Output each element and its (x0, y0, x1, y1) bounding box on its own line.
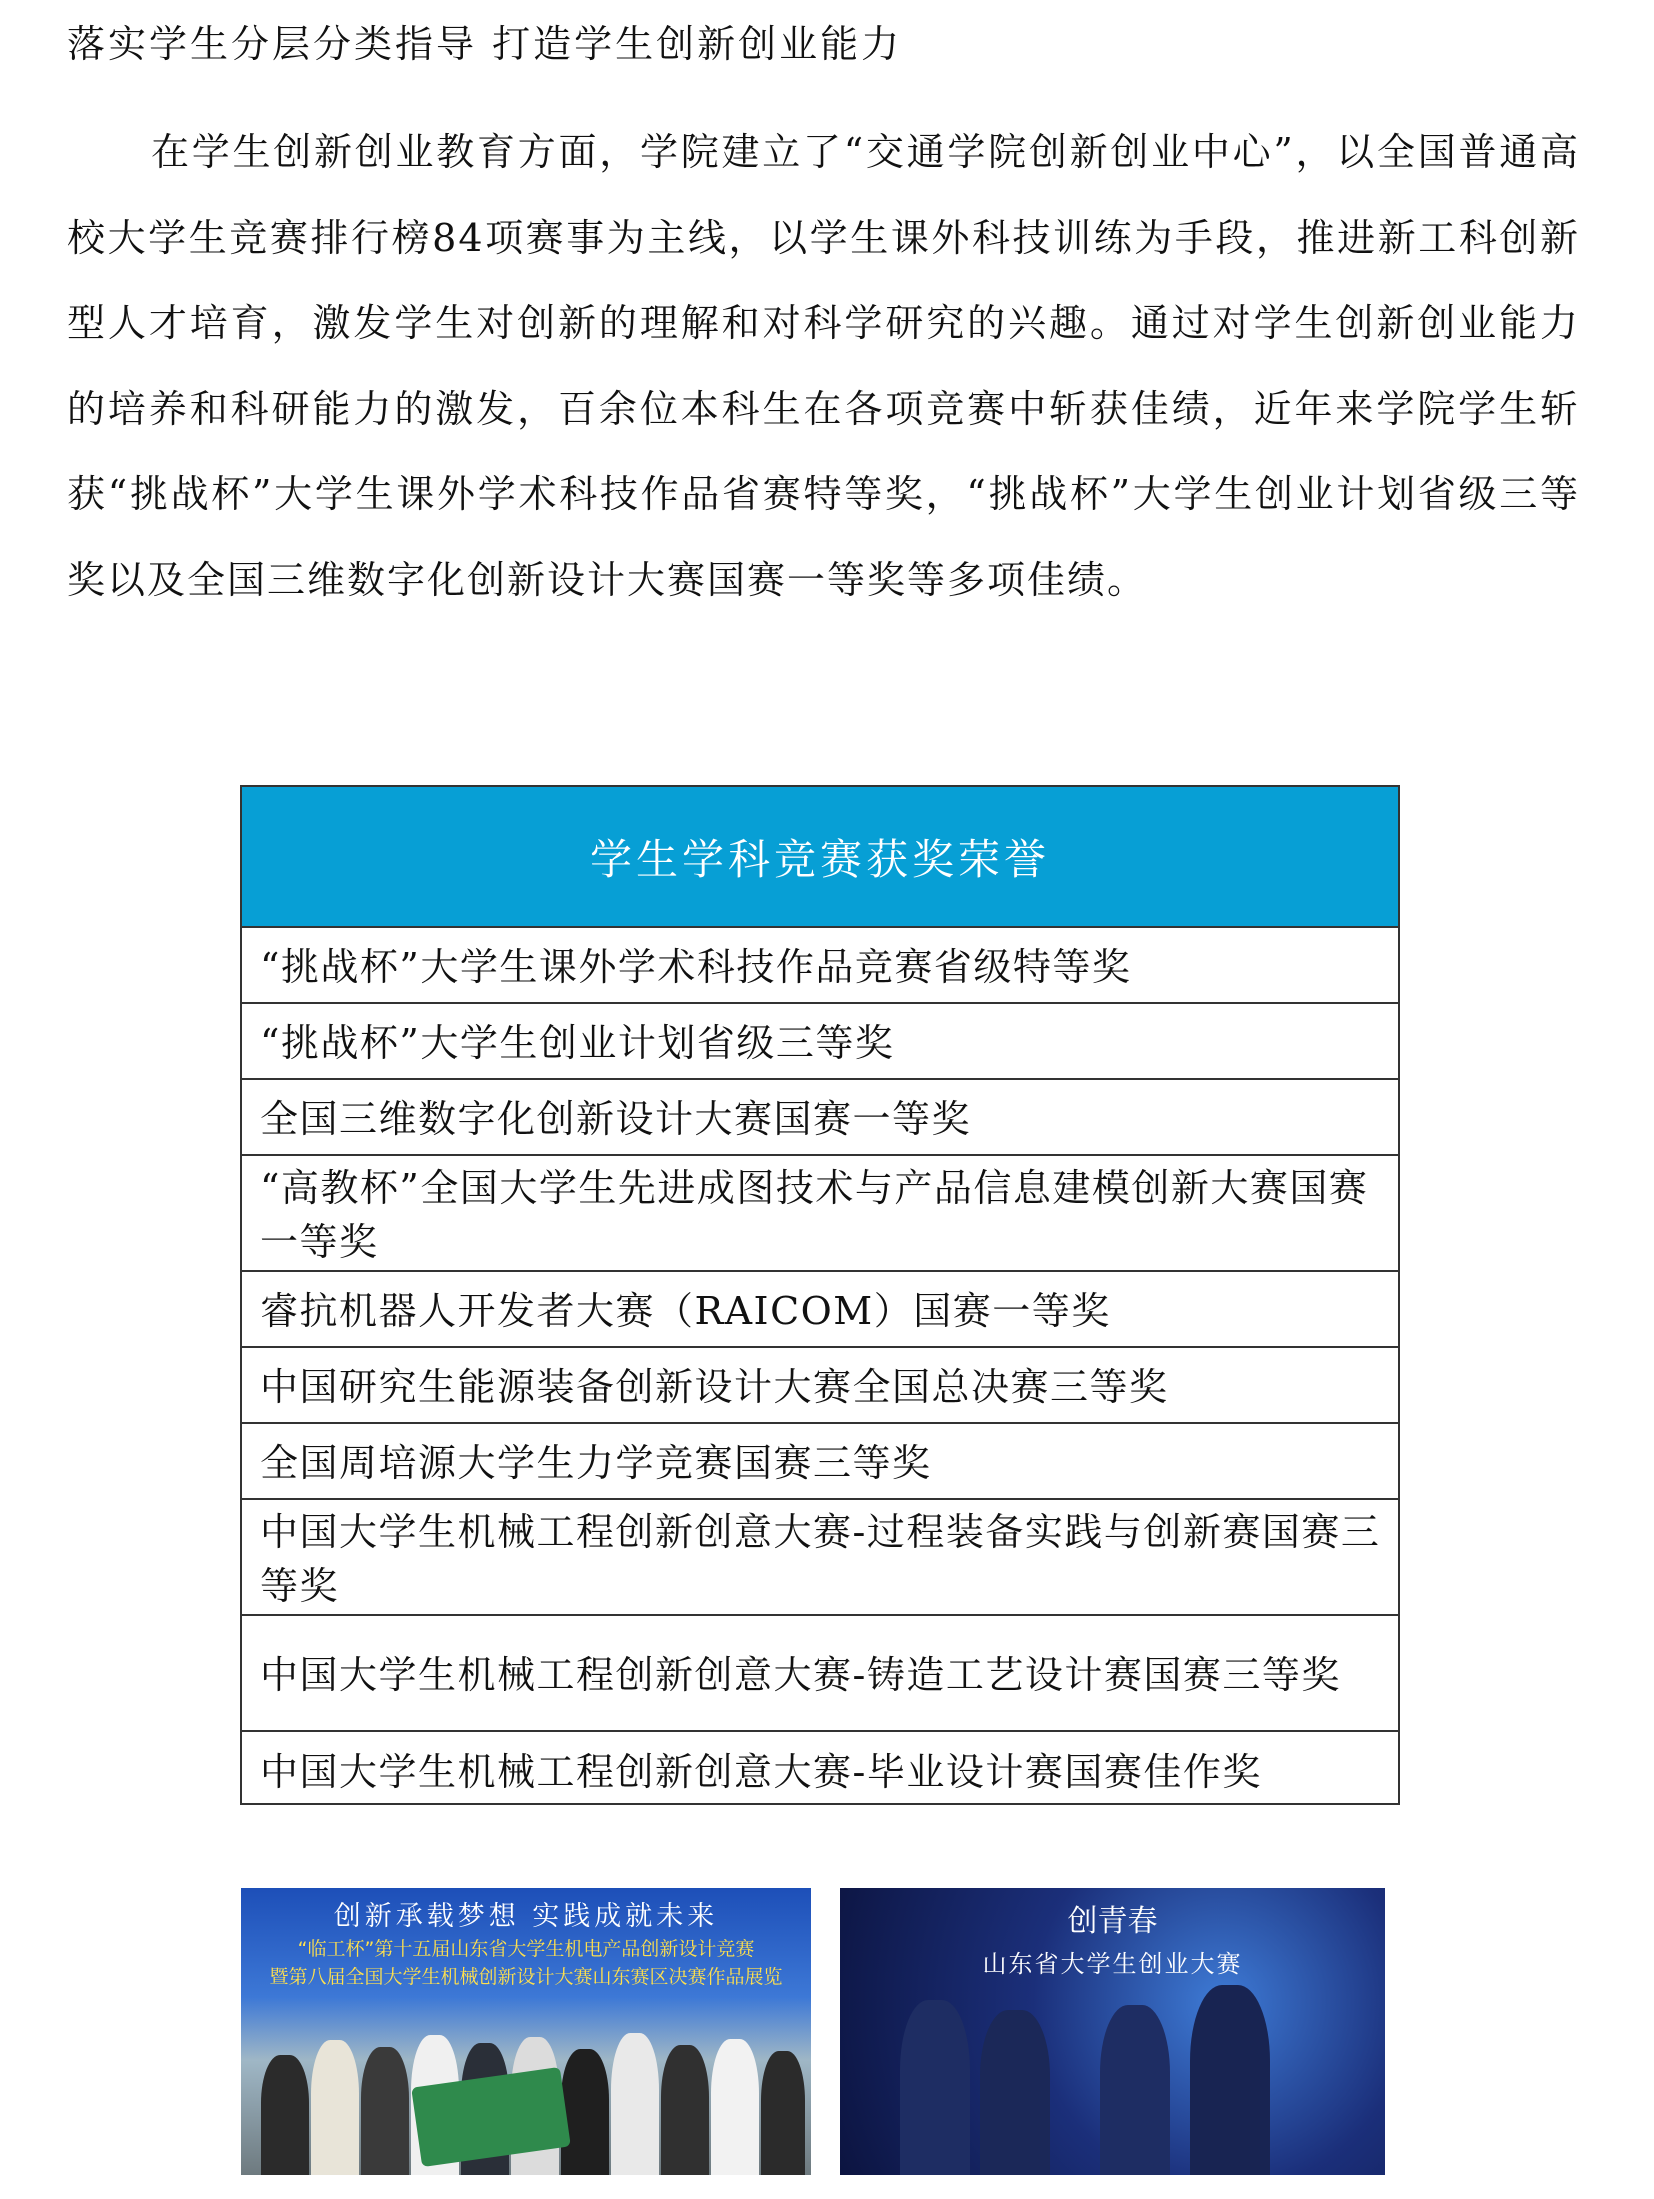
honor-row: 中国大学生机械工程创新创意大赛-过程装备实践与创新赛国赛三等奖 (242, 1500, 1398, 1616)
person-figure (361, 2047, 409, 2175)
honor-row: “高教杯”全国大学生先进成图技术与产品信息建模创新大赛国赛一等奖 (242, 1156, 1398, 1272)
honor-row: 中国大学生机械工程创新创意大赛-毕业设计赛国赛佳作奖 (260, 1750, 1262, 1794)
honors-table (240, 785, 1400, 1805)
honor-row: 睿抗机器人开发者大赛（RAICOM）国赛一等奖 (242, 1272, 1398, 1348)
section-heading: 落实学生分层分类指导 打造学生创新创业能力 (67, 22, 903, 66)
competition-group-photo (241, 1888, 811, 2175)
honor-row: 全国三维数字化创新设计大赛国赛一等奖 (242, 1080, 1398, 1156)
intro-paragraph: 在学生创新创业教育方面，学院建立了“交通学院创新创业中心”，以全国普通高校大学生竞赛排行榜84项赛事为主线，以学生课外科技训练为手段，推进新工科创新型人才培育，激发学生对创新的理解和对科学研究的兴趣。通过对学生创新创业能力的培养和科研能力的激发，百余位本科生在各项竞赛中斩获佳绩，近年来学院学生斩获“挑战杯”大学生课外学术科技作品省赛特等奖，“挑战杯”大学生创业计划省级三等奖以及全国三维数字化创新设计大赛国赛一等奖等多项佳绩。 (67, 130, 1580, 602)
person-figure (311, 2040, 359, 2175)
honor-row: “挑战杯”大学生创业计划省级三等奖 (242, 1004, 1398, 1080)
person-figure (561, 2049, 609, 2175)
person-figure (261, 2055, 309, 2175)
person-figure (980, 2010, 1050, 2175)
honor-row: “挑战杯”大学生课外学术科技作品竞赛省级特等奖 (242, 928, 1398, 1004)
startup-competition-photo (840, 1888, 1385, 2175)
honor-row: 中国大学生机械工程创新创意大赛-铸造工艺设计赛国赛三等奖 (242, 1616, 1398, 1732)
honors-table-title: 学生学科竞赛获奖荣誉 (242, 787, 1398, 928)
photo-logo-text: 创青春 (1067, 1904, 1158, 1939)
honor-row: 中国研究生能源装备创新设计大赛全国总决赛三等奖 (242, 1348, 1398, 1424)
person-figure (761, 2051, 805, 2175)
person-figure (1190, 1985, 1270, 2175)
honor-row: 全国周培源大学生力学竞赛国赛三等奖 (242, 1424, 1398, 1500)
photo-banner-slogan: 创新承载梦想 实践成就未来 (333, 1901, 719, 1932)
person-figure (611, 2033, 659, 2175)
person-figure (1100, 2005, 1170, 2175)
photo-banner-line: 暨第八届全国大学生机械创新设计大赛山东赛区决赛作品展览 (269, 1966, 783, 1988)
person-figure (900, 2000, 970, 2175)
person-figure (711, 2039, 759, 2175)
person-figure (661, 2045, 709, 2175)
photo-banner-line: “临工杯”第十五届山东省大学生机电产品创新设计竞赛 (297, 1938, 755, 1960)
honors-list (242, 928, 1398, 1808)
photo-banner-text: 山东省大学生创业大赛 (982, 1950, 1243, 1978)
